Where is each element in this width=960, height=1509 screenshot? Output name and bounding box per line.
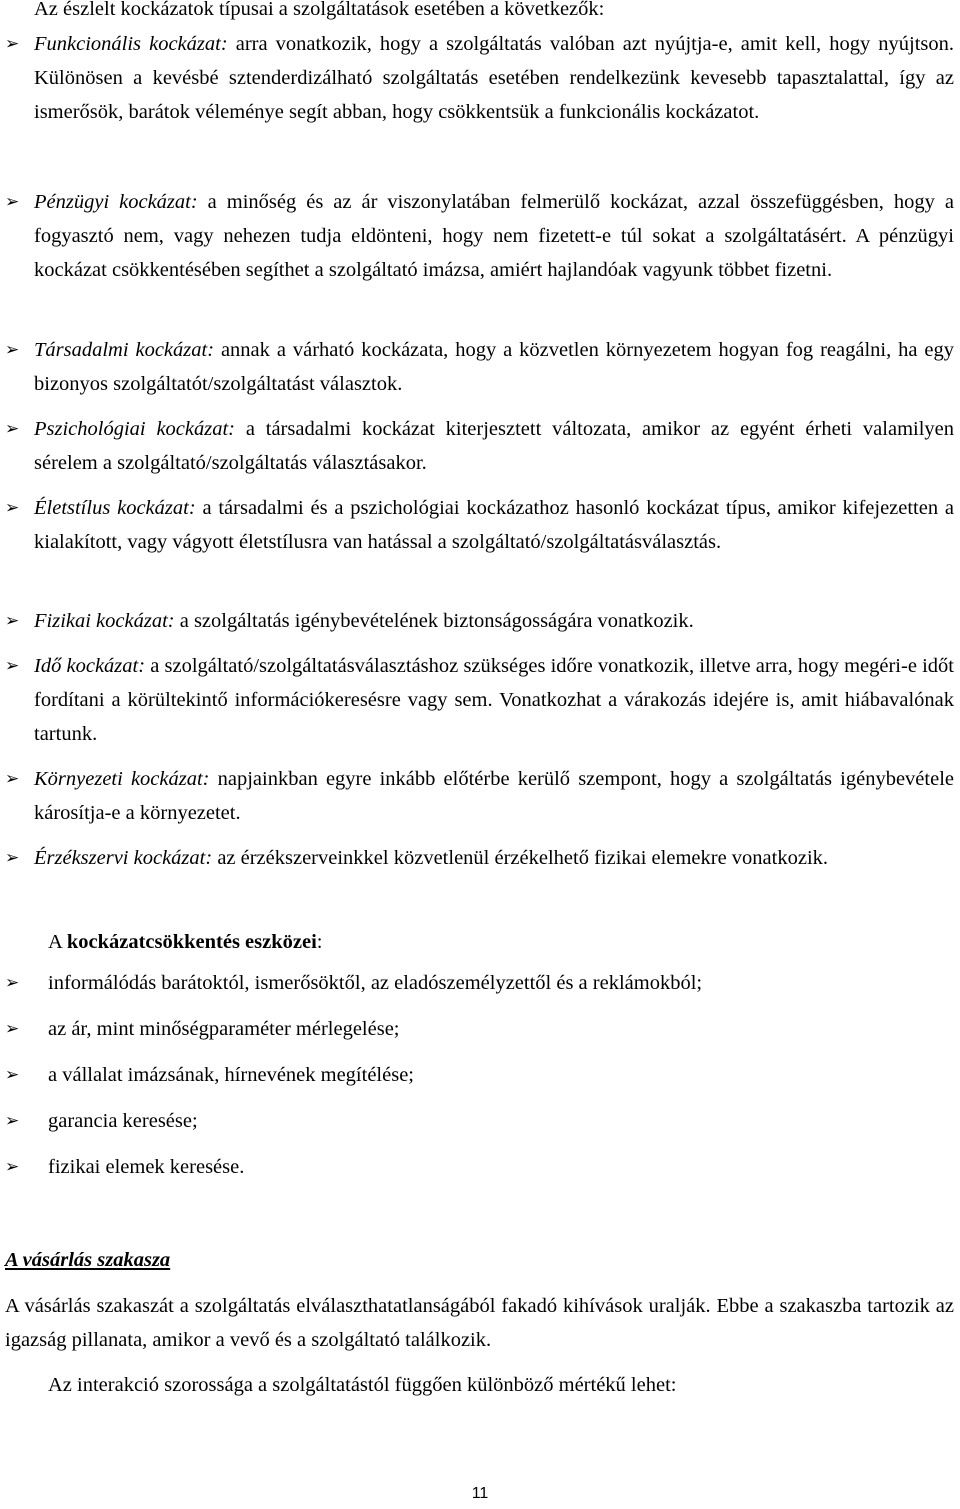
page-number: 11 [471, 1485, 489, 1502]
risk-term: Funkcionális kockázat: [34, 33, 228, 55]
risk-term: Érzékszervi kockázat: [34, 847, 213, 869]
risk-term: Pénzügyi kockázat: [34, 191, 198, 213]
arrow-bullet-icon: ➢ [5, 656, 20, 676]
risk-term: Fizikai kockázat: [34, 610, 175, 632]
arrow-bullet-icon: ➢ [5, 1111, 20, 1131]
arrow-bullet-icon: ➢ [5, 769, 20, 789]
arrow-bullet-icon: ➢ [5, 192, 20, 212]
risk-term: Környezeti kockázat: [34, 768, 210, 790]
arrow-bullet-icon: ➢ [5, 973, 20, 993]
section-paragraph-2: Az interakció szorossága a szolgáltatástól függően különböző mértékű lehet: [48, 1374, 677, 1396]
risk-text: a minőség és az ár viszonylatában felmerülő kockázat, azzal összefüggésben, hogy a fogyasztó nem, vagy nehezen tudja eldönteni, hogy nem fizetett-e túl sokat a szolgáltatásért. A pénzügyi kockázat csökkentésében segíthet a szolgáltató imázsa, amiért hajlandóak vagyunk többet fizetni. [34, 191, 954, 281]
risk-text: a szolgáltató/szolgáltatásválasztáshoz szükséges időre vonatkozik, illetve arra, hogy megéri-e időt fordítani a körültekintő információkeresésre vagy sem. Vonatkozhat a várakozás idejére is, amit hiábavalónak tartunk. [34, 655, 954, 745]
tool-text: fizikai elemek keresése. [48, 1156, 245, 1178]
arrow-bullet-icon: ➢ [5, 1157, 20, 1177]
risk-text: napjainkban egyre inkább előtérbe kerülő szempont, hogy a szolgáltatás igénybevétele károsítja-e a környezetet. [34, 768, 954, 824]
arrow-bullet-icon: ➢ [5, 611, 20, 631]
tools-heading [48, 925, 322, 959]
risk-text: arra vonatkozik, hogy a szolgáltatás valóban azt nyújtja-e, amit kell, hogy nyújtson. Különösen a kevésbé sztenderdizálható szolgáltatás esetében rendelkezünk kevesebb tapasztalattal, így az ismerősök, barátok véleménye segít abban, hogy csökkentsük a funkcionális kockázatot. [34, 33, 954, 123]
arrow-bullet-icon: ➢ [5, 340, 20, 360]
risk-text: a szolgáltatás igénybevételének biztonságosságára vonatkozik. [174, 610, 694, 632]
tool-text: az ár, mint minőségparaméter mérlegelése; [48, 1018, 400, 1040]
risk-text: a társadalmi és a pszichológiai kockázathoz hasonló kockázat típus, amikor kifejezetten a kialakított, vagy vágyott életstílusra van hatással a szolgáltató/szolgáltatásválasztás. [34, 497, 954, 553]
tool-text: garancia keresése; [48, 1110, 198, 1132]
arrow-bullet-icon: ➢ [5, 419, 20, 439]
tools-heading-bold: kockázatcsökkentés eszközei [66, 931, 317, 953]
risk-term: Pszichológiai kockázat: [34, 418, 235, 440]
section-heading: A vásárlás szakasza [5, 1249, 171, 1271]
tool-text: a vállalat imázsának, hírnevének megítélése; [48, 1064, 414, 1086]
tool-text: informálódás barátoktól, ismerősöktől, az eladószemélyzettől és a reklámokból; [48, 972, 703, 994]
risk-term: Társadalmi kockázat: [34, 339, 215, 361]
risk-text: a társadalmi kockázat kiterjesztett változata, amikor az egyént érheti valamilyen sérelem a szolgáltató/szolgáltatás választásakor. [34, 418, 955, 474]
risk-text: az érzékszerveinkkel közvetlenül érzékelhető fizikai elemekre vonatkozik. [212, 847, 829, 869]
risk-term: Életstílus kockázat: [34, 497, 196, 519]
arrow-bullet-icon: ➢ [5, 848, 20, 868]
tools-heading-prefix: A [48, 931, 67, 953]
arrow-bullet-icon: ➢ [5, 1065, 20, 1085]
arrow-bullet-icon: ➢ [5, 498, 20, 518]
intro-text: Az észlelt kockázatok típusai a szolgáltatások esetében a következők: [34, 0, 605, 20]
section-paragraph: A vásárlás szakaszát a szolgáltatás elválaszthatatlanságából fakadó kihívások uralják. Ebbe a szakaszba tartozik az igazság pillanata, amikor a vevő és a szolgáltató találkozik. [5, 1295, 954, 1351]
risk-term: Idő kockázat: [34, 655, 146, 677]
risk-text: annak a várható kockázata, hogy a közvetlen környezetem hogyan fog reagálni, ha egy bizonyos szolgáltatót/szolgáltatást választok. [34, 339, 954, 395]
tools-heading-suffix: : [316, 931, 323, 953]
arrow-bullet-icon: ➢ [5, 1019, 20, 1039]
arrow-bullet-icon: ➢ [5, 34, 20, 54]
